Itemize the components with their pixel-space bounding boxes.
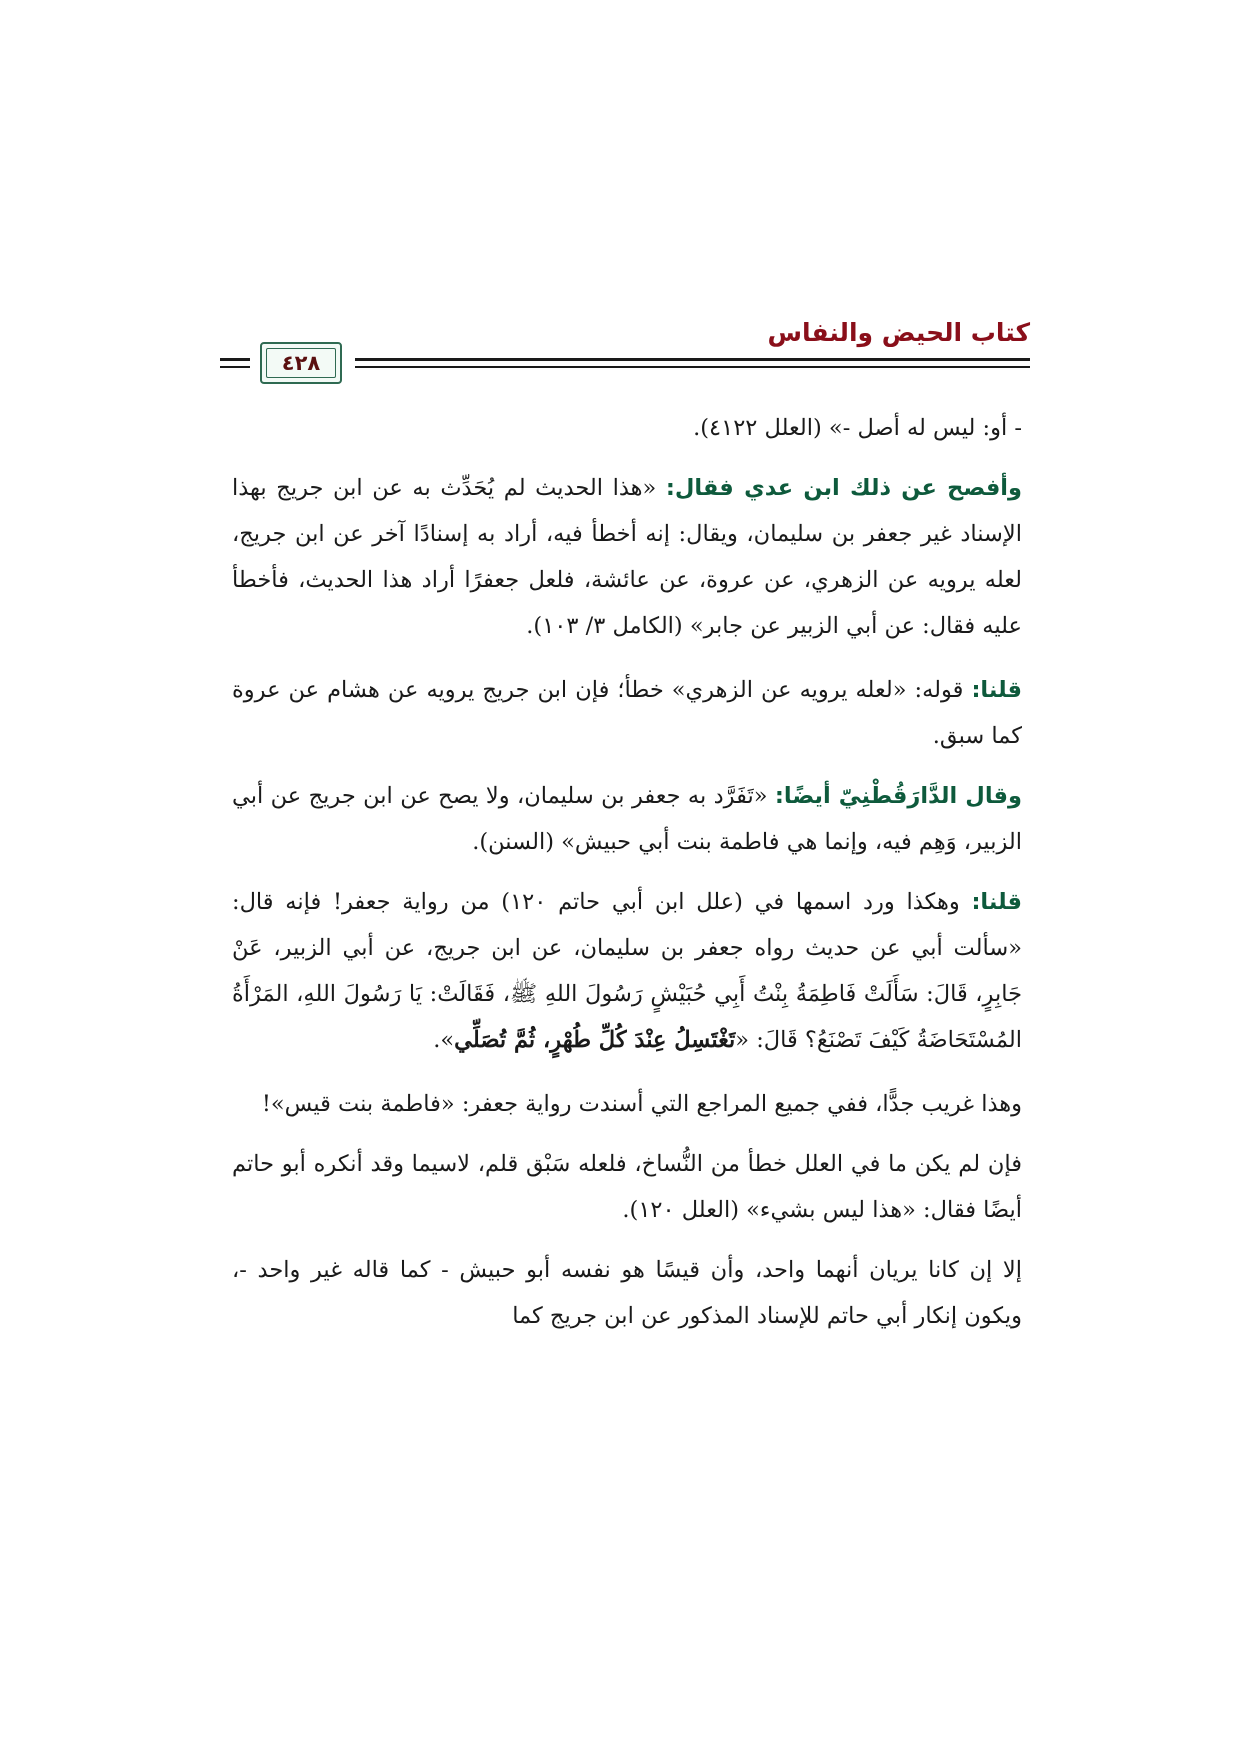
header-rule [355,358,1030,361]
paragraph-lead: قلنا: [971,677,1022,703]
paragraph [232,879,1022,1063]
paragraph [232,773,1022,865]
paragraph-tail: ». [433,1027,455,1053]
paragraph [232,465,1022,649]
paragraph-text: وهكذا ورد اسمها في (علل ابن أبي حاتم ١٢٠) من رواية جعفر! فإنه قال: «سألت أبي عن حديث رواه جعفر بن سليمان، عن ابن جريج، عن أبي الزبير، عَنْ جَابِرٍ، قَالَ: سَأَلَتْ فَاطِمَةُ بِنْتُ أَبِي حُبَيْشٍ رَسُولَ اللهِ ﷺ، فَقَالَتْ: يَا رَسُولَ اللهِ، المَرْأَةُ المُسْتَحَاضَةُ كَيْفَ تَصْنَعُ؟ قَالَ: « [232,889,1022,1053]
paragraph-text: فإن لم يكن ما في العلل خطأ من النُّساخ، فلعله سَبْق قلم، لاسيما وقد أنكره أبو حاتم أيضًا فقال: «هذا ليس بشيء» (العلل ١٢٠). [232,1151,1022,1223]
paragraph [232,1081,1022,1127]
header-rule [355,366,1030,368]
header-rule [220,366,250,368]
paragraph-text: «هذا الحديث لم يُحَدِّث به عن ابن جريج بهذا الإسناد غير جعفر بن سليمان، ويقال: إنه أخطأ فيه، أراد به إسنادًا آخر عن ابن جريج، لعله يرويه عن الزهري، عن عروة، عن عائشة، فلعل جعفرًا أراد هذا الحديث، فأخطأ عليه فقال: عن أبي الزبير عن جابر» (الكامل ٣/ ١٠٣). [232,475,1022,639]
paragraph-text: إلا إن كانا يريان أنهما واحد، وأن قيسًا هو نفسه أبو حبيش - كما قاله غير واحد -، ويكون إنكار أبي حاتم للإسناد المذكور عن ابن جريج كما [232,1257,1022,1329]
book-title: كتاب الحيض والنفاس [767,318,1030,347]
paragraph [232,1141,1022,1233]
page-header [220,318,1030,388]
paragraph-text: وهذا غريب جدًّا، ففي جميع المراجع التي أسندت رواية جعفر: «فاطمة بنت قيس»! [261,1091,1022,1117]
page-number-badge [260,342,342,384]
paragraph-text: «تَفَرَّد به جعفر بن سليمان، ولا يصح عن ابن جريج عن أبي الزبير، وَهِم فيه، وإنما هي فاطمة بنت أبي حبيش» (السنن). [232,783,1022,855]
paragraph [232,667,1022,759]
paragraph-lead: وأفصح عن ذلك ابن عدي فقال: [665,475,1023,501]
paragraph [232,1247,1022,1339]
paragraph [232,405,1022,451]
page-number: ٤٢٨ [281,351,321,375]
hadith-text: تَغْتَسِلُ عِنْدَ كُلِّ طُهْرٍ، ثُمَّ تُصَلِّي [454,1027,736,1053]
paragraph-lead: قلنا: [971,889,1022,915]
paragraph-lead: وقال الدَّارَقُطْنِيّ أيضًا: [774,783,1022,809]
page-body [232,405,1022,1357]
paragraph-text: - أو: ليس له أصل -» (العلل ٤١٢٢). [693,415,1022,441]
paragraph-text: قوله: «لعله يرويه عن الزهري» خطأ؛ فإن ابن جريج يرويه عن هشام عن عروة كما سبق. [232,677,1022,749]
header-rule [220,358,250,361]
